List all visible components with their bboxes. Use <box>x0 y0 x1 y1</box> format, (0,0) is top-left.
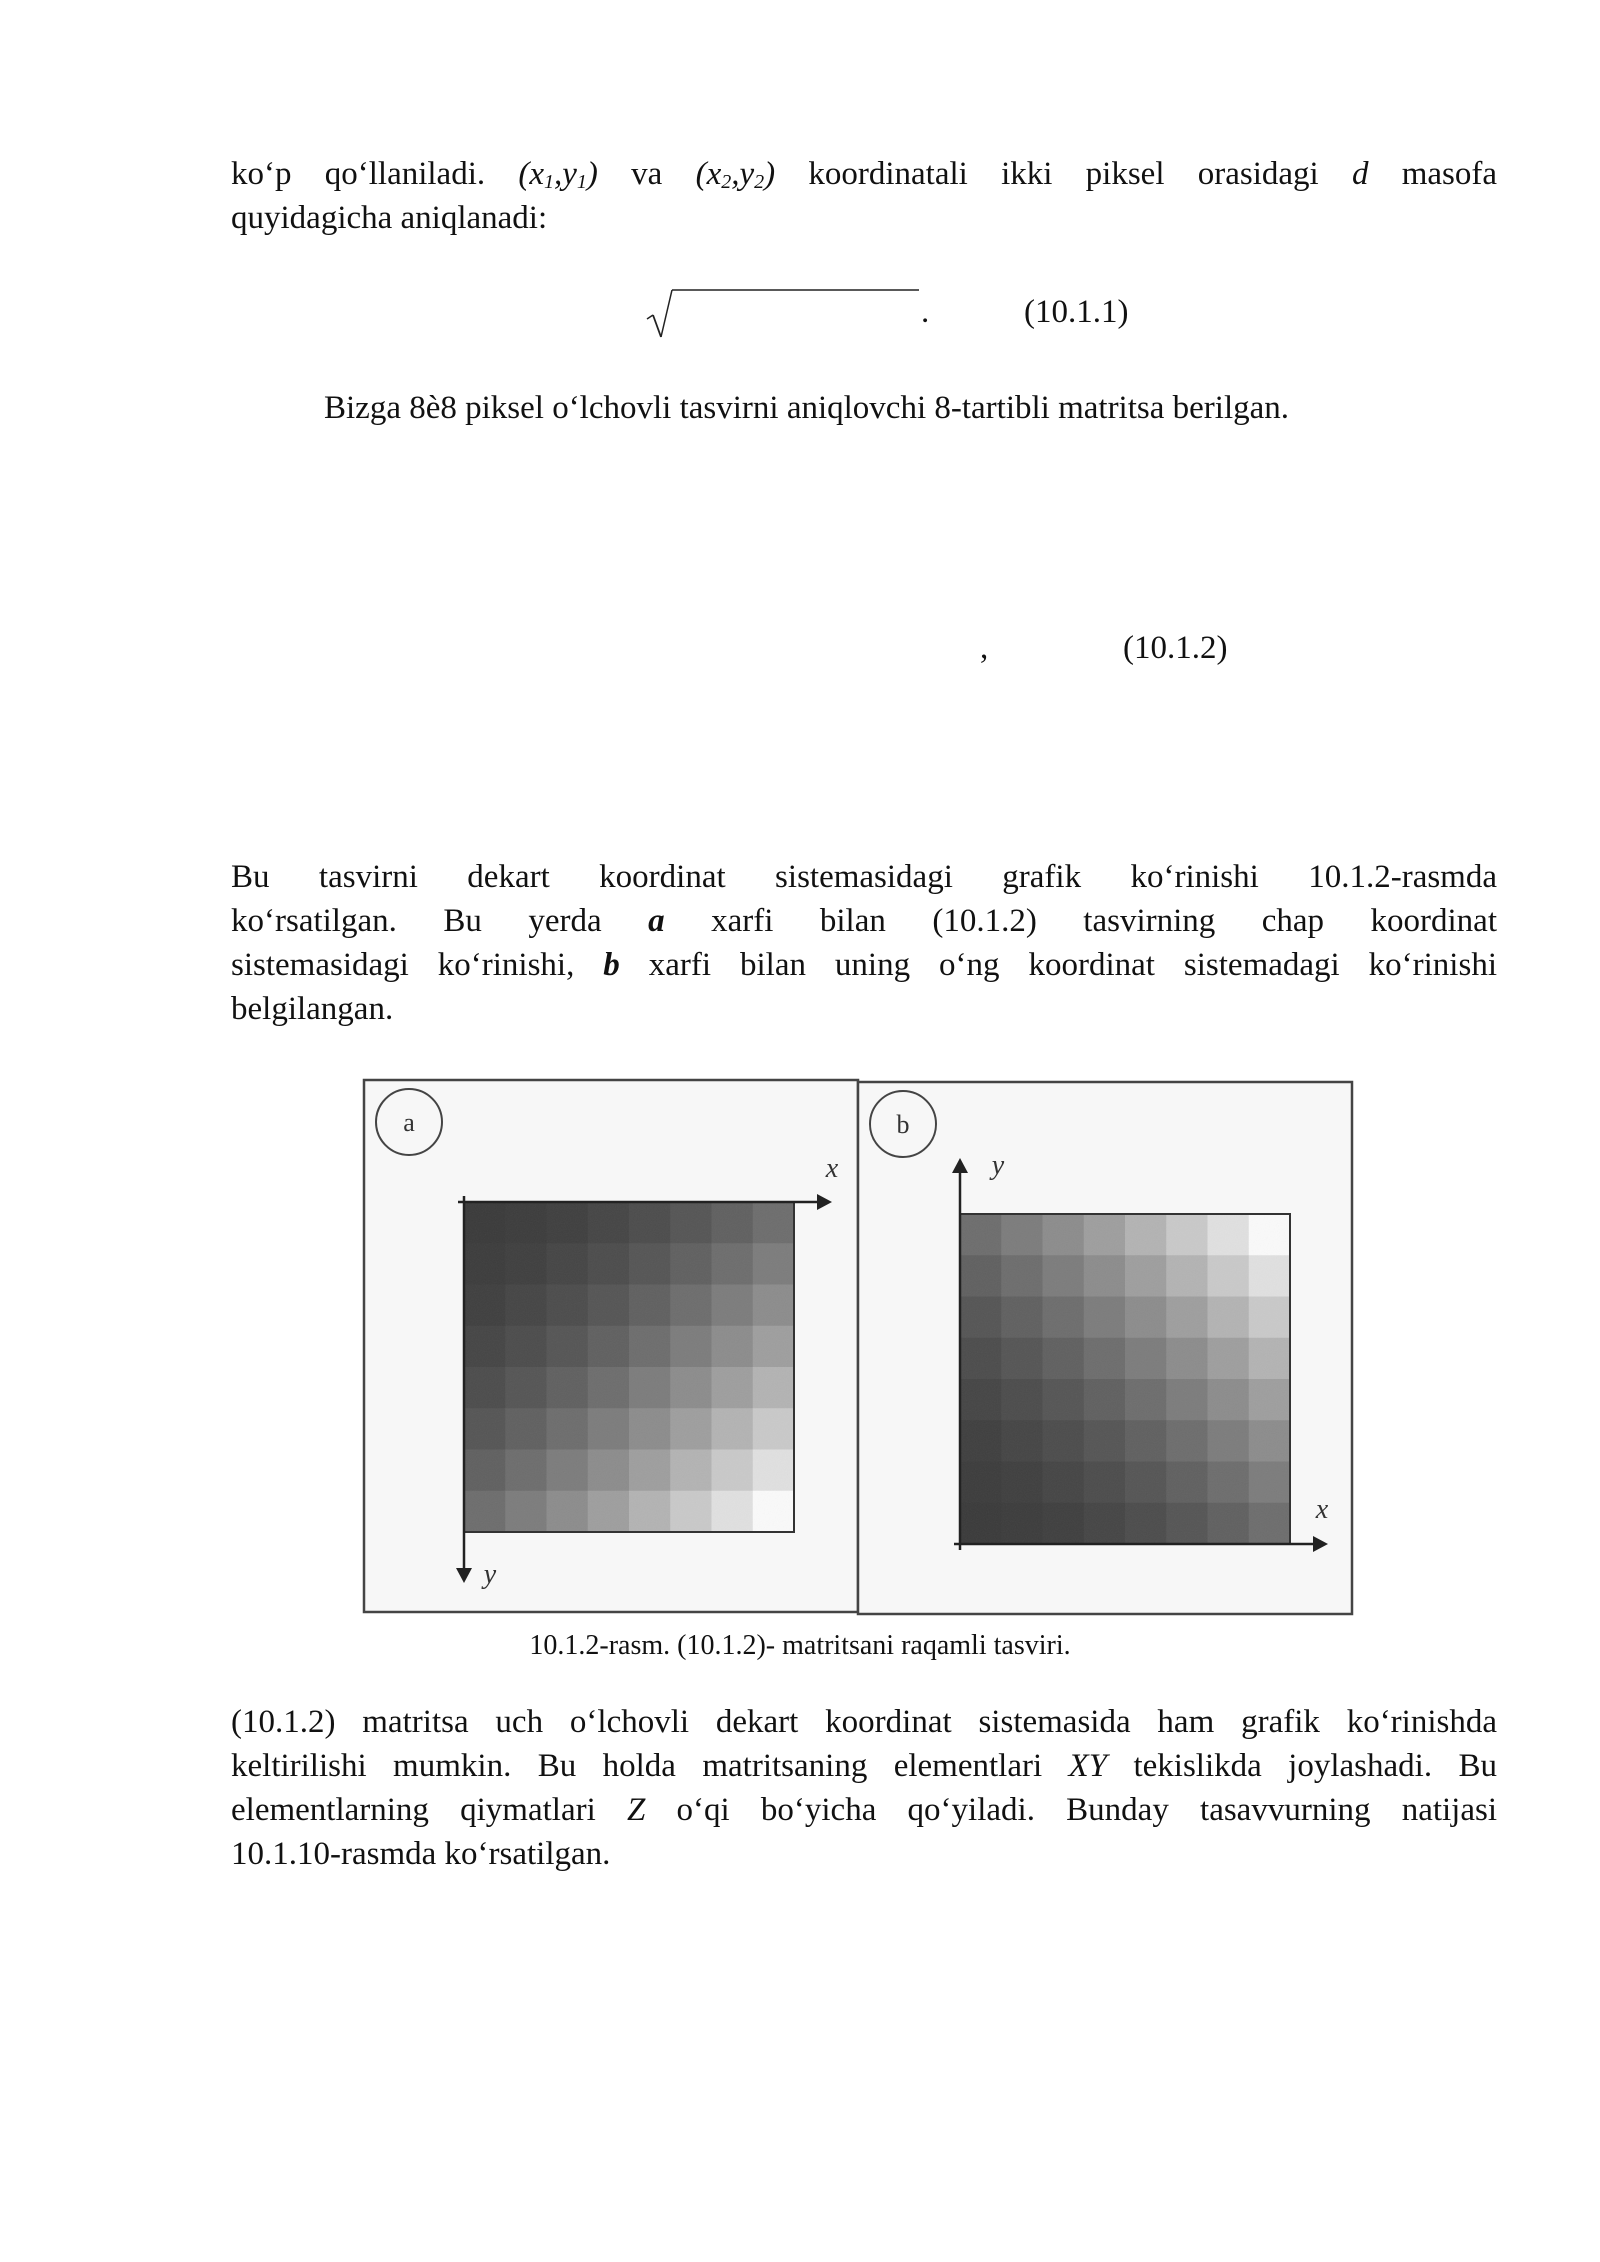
paragraph-3d-representation <box>231 1700 1497 1876</box>
matrix-cell <box>1249 1503 1291 1545</box>
matrix-cell <box>1249 1297 1291 1339</box>
matrix-cell <box>753 1326 795 1368</box>
matrix-cell <box>1043 1338 1085 1380</box>
formula-comma: , <box>980 630 989 666</box>
matrix-cell <box>712 1491 754 1533</box>
matrix-cell <box>712 1367 754 1409</box>
matrix-cell <box>547 1243 589 1285</box>
matrix-cell <box>1166 1338 1208 1380</box>
matrix-cell <box>505 1367 547 1409</box>
matrix-cell <box>1043 1255 1085 1297</box>
matrix-cell <box>1084 1338 1126 1380</box>
matrix-cell <box>588 1450 630 1492</box>
matrix-cell <box>1043 1214 1085 1256</box>
matrix-cell <box>464 1491 506 1533</box>
matrix-cell <box>1043 1503 1085 1545</box>
matrix-cell <box>1084 1420 1126 1462</box>
matrix-cell <box>1125 1214 1167 1256</box>
paragraph-line <box>231 152 1497 196</box>
paragraph-line: quyidagicha aniqlanadi: <box>231 200 548 236</box>
equation-number: (10.1.1) <box>1024 294 1129 330</box>
matrix-cell <box>1166 1462 1208 1504</box>
matrix-cell <box>1249 1338 1291 1380</box>
paragraph-line: belgilangan. <box>231 991 394 1027</box>
matrix-cell <box>464 1243 506 1285</box>
matrix-cell <box>1125 1297 1167 1339</box>
matrix-cell <box>1208 1462 1250 1504</box>
sqrt-sign-icon <box>645 285 925 345</box>
matrix-cell <box>1084 1214 1126 1256</box>
matrix-cell <box>588 1243 630 1285</box>
matrix-cell <box>1166 1379 1208 1421</box>
matrix-cell <box>1001 1297 1043 1339</box>
matrix-cell <box>1001 1462 1043 1504</box>
y-axis-label-a: y <box>483 1559 497 1590</box>
x-axis-label-a: x <box>825 1153 839 1184</box>
matrix-cell <box>753 1491 795 1533</box>
grayscale-grid-b <box>960 1214 1291 1545</box>
x-axis-label-b: x <box>1315 1494 1329 1525</box>
label-b: b <box>603 947 620 983</box>
matrix-cell <box>1249 1214 1291 1256</box>
label-a: a <box>648 903 665 939</box>
matrix-cell <box>670 1450 712 1492</box>
matrix-cell <box>547 1491 589 1533</box>
point1-coords: $(x_1,y_1)$ <box>518 156 598 193</box>
paragraph-line: Bu tasvirni dekart koordinat sistemasidagi grafik ko‘rinishi 10.1.2-rasmda <box>231 859 1497 895</box>
formula-dot: . <box>921 294 930 330</box>
matrix-cell <box>1166 1297 1208 1339</box>
matrix-cell <box>1166 1420 1208 1462</box>
matrix-cell <box>629 1450 671 1492</box>
matrix-cell <box>464 1202 506 1244</box>
distance-symbol: d <box>1351 156 1369 192</box>
matrix-cell <box>712 1243 754 1285</box>
matrix-cell <box>753 1202 795 1244</box>
matrix-cell <box>670 1243 712 1285</box>
matrix-cell <box>753 1450 795 1492</box>
matrix-cell <box>1208 1255 1250 1297</box>
matrix-cell <box>588 1408 630 1450</box>
panel-label-a: a <box>403 1108 415 1137</box>
xy-plane-symbol: XY <box>1068 1748 1108 1784</box>
matrix-cell <box>1125 1420 1167 1462</box>
matrix-cell <box>960 1462 1002 1504</box>
matrix-cell <box>505 1202 547 1244</box>
matrix-cell <box>670 1285 712 1327</box>
matrix-cell <box>1001 1255 1043 1297</box>
paragraph-distance-intro <box>231 152 1497 240</box>
figure-matrix-images <box>362 1078 1354 1618</box>
matrix-cell <box>505 1491 547 1533</box>
matrix-cell <box>547 1408 589 1450</box>
matrix-cell <box>712 1285 754 1327</box>
matrix-cell <box>1084 1255 1126 1297</box>
matrix-cell <box>960 1379 1002 1421</box>
text-run: masofa <box>1368 156 1497 192</box>
point2-coords: $(x_2,y_2)$ <box>695 156 776 193</box>
matrix-cell <box>547 1450 589 1492</box>
matrix-cell <box>753 1243 795 1285</box>
paragraph-matrix-given: Bizga 8è8 piksel o‘lchovli tasvirni aniqlovchi 8-tartibli matritsa berilgan. <box>324 390 1290 426</box>
matrix-cell <box>670 1491 712 1533</box>
matrix-cell <box>1125 1503 1167 1545</box>
paragraph-line: elementlarning qiymatlari Z o‘qi bo‘yicha qo‘yiladi. Bunday tasavvurning natijasi <box>231 1792 1498 1828</box>
matrix-cell <box>588 1367 630 1409</box>
matrix-cell <box>1125 1338 1167 1380</box>
matrix-cell <box>960 1503 1002 1545</box>
matrix-cell <box>588 1491 630 1533</box>
matrix-cell <box>670 1326 712 1368</box>
matrix-cell <box>1208 1214 1250 1256</box>
matrix-cell <box>712 1202 754 1244</box>
matrix-cell <box>753 1285 795 1327</box>
matrix-cell <box>1001 1503 1043 1545</box>
matrix-cell <box>1043 1297 1085 1339</box>
figure-caption: 10.1.2-rasm. (10.1.2)- matritsani raqamli tasviri. <box>529 1630 1071 1661</box>
matrix-cell <box>629 1202 671 1244</box>
matrix-cell <box>753 1367 795 1409</box>
matrix-cell <box>505 1285 547 1327</box>
text-run: va <box>597 156 696 192</box>
matrix-cell <box>960 1214 1002 1256</box>
matrix-cell <box>547 1202 589 1244</box>
matrix-cell <box>712 1408 754 1450</box>
matrix-cell <box>1084 1462 1126 1504</box>
matrix-cell <box>505 1408 547 1450</box>
matrix-cell <box>1084 1379 1126 1421</box>
matrix-cell <box>1125 1255 1167 1297</box>
matrix-cell <box>1043 1420 1085 1462</box>
matrix-cell <box>1125 1379 1167 1421</box>
matrix-cell <box>1084 1297 1126 1339</box>
matrix-cell <box>1125 1462 1167 1504</box>
matrix-cell <box>464 1367 506 1409</box>
matrix-cell <box>547 1326 589 1368</box>
matrix-cell <box>464 1326 506 1368</box>
matrix-cell <box>960 1338 1002 1380</box>
panel-a <box>364 1080 858 1612</box>
matrix-cell <box>1166 1214 1208 1256</box>
matrix-cell <box>629 1326 671 1368</box>
panel-label-b: b <box>896 1110 910 1139</box>
z-axis-symbol: Z <box>626 1792 646 1828</box>
matrix-cell <box>547 1367 589 1409</box>
matrix-cell <box>464 1450 506 1492</box>
matrix-cell <box>1043 1462 1085 1504</box>
matrix-cell <box>1001 1214 1043 1256</box>
matrix-cell <box>1166 1255 1208 1297</box>
matrix-cell <box>1043 1379 1085 1421</box>
matrix-cell <box>629 1491 671 1533</box>
matrix-cell <box>1084 1503 1126 1545</box>
matrix-cell <box>588 1202 630 1244</box>
matrix-cell <box>1249 1420 1291 1462</box>
matrix-cell <box>960 1420 1002 1462</box>
matrix-cell <box>670 1408 712 1450</box>
matrix-cell <box>1249 1379 1291 1421</box>
matrix-cell <box>588 1285 630 1327</box>
matrix-cell <box>1001 1379 1043 1421</box>
matrix-cell <box>670 1202 712 1244</box>
matrix-cell <box>629 1243 671 1285</box>
paragraph-line: keltirilishi mumkin. Bu holda matritsaning elementlari XY tekislikda joylashadi. Bu <box>231 1748 1497 1784</box>
equation-number: (10.1.2) <box>1123 630 1228 666</box>
matrix-cell <box>753 1408 795 1450</box>
matrix-cell <box>1208 1338 1250 1380</box>
matrix-cell <box>1208 1503 1250 1545</box>
matrix-cell <box>629 1408 671 1450</box>
paragraph-line: (10.1.2) matritsa uch o‘lchovli dekart koordinat sistemasida ham grafik ko‘rinishda <box>231 1704 1497 1740</box>
matrix-cell <box>712 1326 754 1368</box>
matrix-cell <box>629 1367 671 1409</box>
matrix-cell <box>1166 1503 1208 1545</box>
matrix-cell <box>1001 1420 1043 1462</box>
matrix-cell <box>464 1285 506 1327</box>
paragraph-figure-description <box>231 855 1497 1031</box>
matrix-cell <box>588 1326 630 1368</box>
paragraph-line: ko‘rsatilgan. Bu yerda a xarfi bilan (10.1.2) tasvirning chap koordinat <box>231 903 1497 939</box>
matrix-cell <box>960 1255 1002 1297</box>
matrix-cell <box>1208 1297 1250 1339</box>
matrix-cell <box>629 1285 671 1327</box>
matrix-cell <box>1208 1379 1250 1421</box>
panel-b <box>858 1082 1352 1614</box>
paragraph-line: 10.1.10-rasmda ko‘rsatilgan. <box>231 1836 611 1872</box>
matrix-cell <box>547 1285 589 1327</box>
matrix-cell <box>1208 1420 1250 1462</box>
matrix-cell <box>1249 1462 1291 1504</box>
paragraph-line: sistemasidagi ko‘rinishi, b xarfi bilan uning o‘ng koordinat sistemadagi ko‘rinishi <box>231 947 1497 983</box>
matrix-cell <box>1001 1338 1043 1380</box>
text-run: koordinatali ikki piksel orasidagi <box>775 156 1352 192</box>
grayscale-grid-a <box>464 1202 795 1533</box>
matrix-cell <box>1249 1255 1291 1297</box>
text-run: ko‘p qo‘llaniladi. <box>231 156 519 192</box>
matrix-cell <box>712 1450 754 1492</box>
matrix-cell <box>505 1243 547 1285</box>
matrix-cell <box>960 1297 1002 1339</box>
matrix-cell <box>464 1408 506 1450</box>
matrix-cell <box>505 1450 547 1492</box>
matrix-cell <box>670 1367 712 1409</box>
y-axis-label-b: y <box>991 1150 1005 1181</box>
matrix-cell <box>505 1326 547 1368</box>
